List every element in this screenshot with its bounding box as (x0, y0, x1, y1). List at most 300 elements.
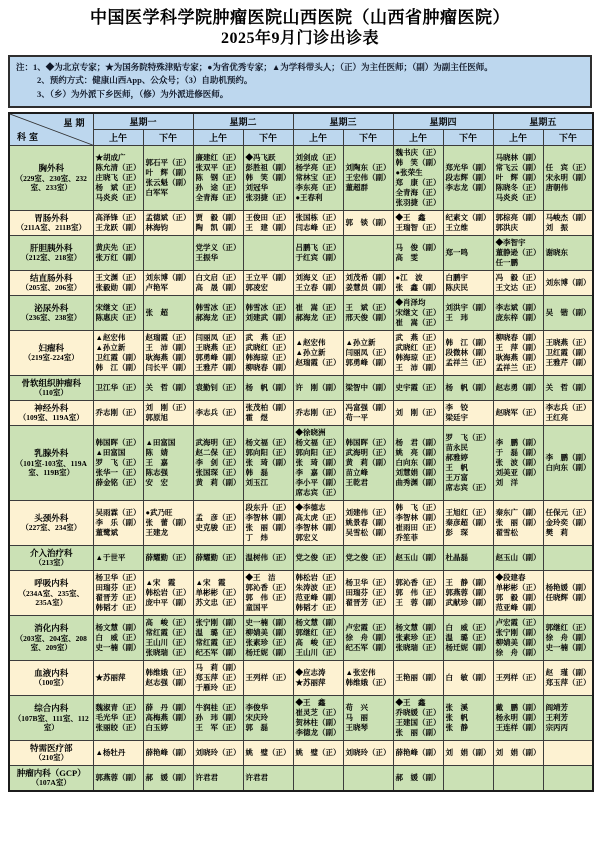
doctor-name: 韩雪冰（正） (195, 302, 241, 312)
doctor-name: 薛 丹（副） (145, 702, 191, 712)
doctor-name: 高 雯 (395, 252, 419, 262)
doctor-name: 张国琛（正） (195, 467, 241, 477)
note-line-2: 2、预约方式：健康山西App、公众号；（3）自助机预约。 (37, 75, 253, 86)
doctor-name: 温树伟（正） (245, 552, 291, 562)
doctor-name: 王 蓉（副） (395, 597, 441, 607)
schedule-cell (243, 695, 293, 740)
doctor-name: 王俊田（正） (245, 212, 291, 222)
doctor-name: 高泽锋（正） (95, 212, 141, 222)
schedule-cell (443, 295, 493, 330)
doctor-name: ★苏丽萍 (295, 677, 326, 687)
schedule-cell (243, 145, 293, 210)
doctor-name: 郝 媛（副） (395, 772, 441, 782)
dept-cell (9, 570, 93, 615)
schedule-cell (193, 235, 243, 270)
doctor-name: 席志宾（正） (445, 482, 491, 492)
doctor-name: 全青海（正） (195, 192, 241, 202)
doctor-name: 王万富 (445, 472, 469, 482)
doctor-name: 刘剑成（正） (295, 152, 341, 162)
schedule-cell (293, 660, 343, 695)
doctor-name: 张 超 (145, 307, 168, 317)
doctor-name: 王 建（副） (245, 222, 291, 232)
doctor-name: 王立平（副） (245, 272, 291, 282)
doctor-name: 武海明（正） (195, 437, 241, 447)
schedule-cell (443, 210, 493, 235)
schedule-cell (543, 330, 593, 375)
doctor-name: 戴 鹏（副） (495, 702, 541, 712)
doctor-name: 孟 彦（正） (195, 512, 241, 522)
doctor-name: 姚 璧（正） (295, 747, 341, 757)
doctor-name: 任晓辉（副） (545, 592, 591, 602)
dept-name: 妇瘤科 (38, 342, 64, 353)
doctor-name: 陈 婧 (145, 447, 168, 457)
doctor-name: 韩维娥（正） (345, 677, 391, 687)
schedule-cell (143, 570, 193, 615)
doctor-name: 卫红霞（副） (545, 347, 591, 357)
doctor-name: 郭宏义 (295, 532, 319, 542)
doctor-name: 黄 莉（副） (195, 477, 241, 487)
schedule-cell (493, 570, 543, 615)
schedule-cell (343, 210, 393, 235)
doctor-name: 李俊华 (245, 702, 269, 712)
doctor-name: 纪丕军（副） (195, 647, 241, 657)
doctor-name: 郭石平（正） (145, 157, 191, 167)
doctor-name: ●王春利 (295, 192, 323, 202)
doctor-name: 陈允清（正） (95, 162, 141, 172)
doctor-name: 马 丽 (345, 712, 369, 722)
doctor-name: ▲孙立新 (345, 337, 376, 347)
schedule-cell (443, 500, 493, 545)
dept-name: 肿瘤内科（GCP） (16, 767, 86, 778)
doctor-name: 陈庆民 (445, 282, 469, 292)
doctor-name: 史宇霞（正） (395, 382, 441, 392)
doctor-name: 刘 刚（正） (395, 407, 441, 417)
doctor-name: 张 丽（副） (395, 727, 441, 737)
schedule-cell (343, 615, 393, 660)
doctor-name: ▲宋 霞 (195, 577, 226, 587)
doctor-name: 郭洪庆 (495, 222, 519, 232)
dept-rooms: （210室） (34, 753, 69, 763)
doctor-name: 秦彦超（副） (445, 517, 491, 527)
schedule-cell (543, 500, 593, 545)
doctor-name: 赵玉山（副） (395, 552, 441, 562)
doctor-name: 杨文慧（副） (395, 622, 441, 632)
header-day-wed: 星期三 (293, 113, 393, 130)
doctor-name: 童国平 (245, 602, 269, 612)
doctor-name: ▲赵宏伟 (295, 337, 326, 347)
doctor-name: 李 鹏（副） (545, 452, 591, 462)
doctor-name: 徐 舟（副） (345, 632, 391, 642)
doctor-name: 韩韬才（正） (295, 602, 341, 612)
schedule-cell (143, 210, 193, 235)
dept-cell (9, 295, 93, 330)
doctor-name: ▲于世平 (95, 552, 126, 562)
doctor-name: 范亚峰（副） (295, 592, 341, 602)
dept-name: 血液内科 (34, 667, 69, 678)
schedule-cell (493, 400, 543, 425)
doctor-name: 郭勇峰（副） (195, 352, 241, 362)
doctor-name: 崔雨田（正） (395, 522, 441, 532)
doctor-name: 王 斌（正） (345, 302, 391, 312)
schedule-cell (493, 545, 543, 570)
schedule-cell (543, 425, 593, 500)
doctor-name: 曲秀渊（副） (395, 477, 441, 487)
doctor-name: 王旭红（正） (445, 507, 491, 517)
doctor-name: 刘海义（正） (295, 272, 341, 282)
doctor-name: 姜慧员（副） (345, 282, 391, 292)
doctor-name: 党之俊（正） (345, 552, 391, 562)
doctor-name: 朱涛波（正） (295, 582, 341, 592)
schedule-cell (293, 295, 343, 330)
dept-rooms: （236室、238室） (21, 313, 82, 323)
doctor-name: 杨文福（正） (295, 437, 341, 447)
doctor-name: 魏淑青（正） (95, 702, 141, 712)
doctor-name: 温 璐（正） (445, 632, 491, 642)
doctor-name: 王红亮 (545, 412, 569, 422)
doctor-name: 陈惠庆（正） (95, 312, 141, 322)
schedule-table (8, 112, 594, 792)
doctor-name: 刘 洋 (495, 477, 519, 487)
doctor-name: 郝海龙（正） (195, 312, 241, 322)
doctor-name: 孙 玮（副） (195, 712, 241, 722)
header-day-mon: 星期一 (93, 113, 193, 130)
schedule-cell (93, 375, 143, 400)
dept-rooms: （219室-224室） (23, 353, 79, 363)
dept-name: 特需医疗部 (29, 742, 73, 753)
schedule-cell (393, 235, 443, 270)
doctor-name: 孟德斌（正） (145, 212, 191, 222)
dept-cell (9, 375, 93, 400)
doctor-name: 丁 炜 (245, 532, 269, 542)
doctor-name: 杨文福（正） (245, 437, 291, 447)
doctor-name: 李 乐（副） (95, 517, 141, 527)
schedule-cell (343, 740, 393, 765)
header-session-pm: 下午 (443, 129, 493, 145)
schedule-cell (443, 375, 493, 400)
schedule-cell (393, 615, 443, 660)
doctor-name: 黄 莉（副） (345, 457, 391, 467)
doctor-name: 武献珍（副） (445, 597, 491, 607)
doctor-name: 全青海（正） (395, 187, 441, 197)
doctor-name: 韩 笑（副） (245, 172, 291, 182)
doctor-name: 马 莉（副） (195, 662, 241, 672)
doctor-name: ▲赵宏伟 (95, 332, 126, 342)
doctor-name: 邢天俊（副） (345, 312, 391, 322)
dept-rooms: （107B室、111室、112室） (13, 713, 89, 732)
doctor-name: 韩韬才（正） (95, 602, 141, 612)
doctor-name: 王建国（正） (395, 717, 441, 727)
doctor-name: 韩国晖（正） (345, 437, 391, 447)
doctor-name: 宋继文（正） (395, 307, 441, 317)
doctor-name: 党之俊（正） (295, 552, 341, 562)
doctor-name: 张 琦（副） (245, 457, 291, 467)
doctor-name: 张国栋（正） (295, 212, 341, 222)
doctor-name: 郝海龙（正） (295, 312, 341, 322)
schedule-cell (543, 695, 593, 740)
doctor-name: 杨 君（副） (395, 437, 441, 447)
doctor-name: 马晓林（副） (495, 152, 541, 162)
schedule-cell (443, 765, 493, 791)
doctor-name: 许 刚（副） (295, 382, 341, 392)
schedule-cell (193, 765, 243, 791)
dept-rooms: （234A室、235室、235A室） (18, 588, 84, 607)
schedule-cell (143, 545, 193, 570)
doctor-name: 韩 磊 (245, 467, 269, 477)
schedule-cell (493, 500, 543, 545)
doctor-name: 张毅勋（副） (95, 282, 141, 292)
schedule-cell (343, 660, 393, 695)
schedule-cell (143, 295, 193, 330)
doctor-name: 赵志勇（副） (495, 382, 541, 392)
doctor-name: 李志兵（正） (195, 407, 241, 417)
doctor-name: 陈晓冬（正） (495, 182, 541, 192)
schedule-cell (93, 765, 143, 791)
doctor-name: 党学义（正） (195, 242, 241, 252)
doctor-name: 王连样（副） (495, 722, 541, 732)
schedule-row (9, 740, 593, 765)
schedule-cell (93, 570, 143, 615)
schedule-cell (343, 425, 393, 500)
schedule-cell (93, 295, 143, 330)
doctor-name: 张华一（正） (95, 467, 141, 477)
schedule-cell (243, 500, 293, 545)
dept-name: 综合内科 (34, 703, 69, 714)
doctor-name: 张宁刚（副） (495, 627, 541, 637)
doctor-name: 柳婧美（副） (495, 637, 541, 647)
doctor-name: 李志兵（正） (545, 402, 591, 412)
doctor-name: 薛金铭（正） (95, 477, 141, 487)
dept-name: 泌尿外科 (34, 302, 69, 313)
doctor-name: 庞东梓（副） (495, 312, 541, 322)
schedule-cell (93, 545, 143, 570)
doctor-name: 姚 亮（副） (395, 447, 441, 457)
dept-cell (9, 330, 93, 375)
doctor-name: 张 帆 (445, 712, 469, 722)
doctor-name: 韩 江（副） (445, 337, 491, 347)
schedule-cell (543, 570, 593, 615)
schedule-cell (293, 695, 343, 740)
dept-rooms: （203室、204室、208室、209室） (15, 633, 87, 652)
doctor-name: 高 峻（正） (145, 617, 191, 627)
schedule-cell (193, 145, 243, 210)
doctor-name: 刘建武（副） (245, 312, 291, 322)
doctor-name: ◆王 鑫 (395, 212, 426, 222)
schedule-cell (493, 425, 543, 500)
doctor-name: 贾 毅（副） (195, 212, 241, 222)
doctor-name: 武 燕（正） (245, 332, 291, 342)
page-subtitle: 2025年9月门诊出诊表 (220, 30, 379, 48)
schedule-row (9, 545, 593, 570)
schedule-cell (343, 145, 393, 210)
page-title: 中国医学科学院肿瘤医院山西医院（山西省肿瘤医院） (90, 8, 510, 27)
doctor-name: 翟晋芳（正） (345, 597, 391, 607)
schedule-cell (243, 615, 293, 660)
doctor-name: 杨卫华（正） (95, 572, 141, 582)
doctor-name: 张万红（副） (95, 252, 141, 262)
doctor-name: 冯富强（副） (345, 402, 391, 412)
schedule-cell (243, 330, 293, 375)
schedule-cell (543, 295, 593, 330)
doctor-name: ▲田富国 (95, 447, 126, 457)
schedule-cell (343, 295, 393, 330)
doctor-name: 单彬彬（正） (495, 582, 541, 592)
doctor-name: 卫江华（正） (95, 382, 141, 392)
doctor-name: 薛艳峰（副） (395, 747, 441, 757)
doctor-name: 罗 飞（正） (95, 457, 141, 467)
schedule-cell (343, 570, 393, 615)
doctor-name: 吴 锴（副） (545, 307, 591, 317)
doctor-name: 白玉婷 (145, 722, 168, 732)
doctor-name: 武晓红（正） (395, 342, 441, 352)
schedule-row (9, 500, 593, 545)
schedule-cell (193, 695, 243, 740)
doctor-name: 乔笙菲 (395, 532, 419, 542)
doctor-name: 纪丕军（副） (345, 642, 391, 652)
doctor-name: 张素珍（正） (395, 632, 441, 642)
doctor-name: 赵瑞霞（正） (295, 357, 341, 367)
doctor-name: 王雅芹（副） (545, 357, 591, 367)
doctor-name: 苟一平 (345, 412, 369, 422)
schedule-cell (293, 570, 343, 615)
doctor-name: 韩海琼（正） (245, 352, 291, 362)
header-session-pm: 下午 (143, 129, 193, 145)
schedule-cell (143, 500, 193, 545)
doctor-name: 高梅燕（副） (145, 712, 191, 722)
doctor-name: 牛润桂（正） (195, 702, 241, 712)
schedule-cell (193, 400, 243, 425)
dept-cell (9, 210, 93, 235)
doctor-name: 董超群 (345, 182, 369, 192)
schedule-cell (143, 695, 193, 740)
dept-cell (9, 615, 93, 660)
doctor-name: 郑玉萍（正） (195, 672, 241, 682)
doctor-name: ◆王 洁 (245, 572, 276, 582)
schedule-row (9, 375, 593, 400)
schedule-cell (543, 765, 593, 791)
dept-name: 结直肠外科 (29, 272, 73, 283)
doctor-name: 杨 斌（正） (95, 182, 141, 192)
doctor-name: 王立春（副） (295, 282, 341, 292)
doctor-name: 叶 辉（副） (495, 172, 541, 182)
doctor-name: 苗立峰 (345, 467, 369, 477)
doctor-name: 刘东博（副） (545, 277, 591, 287)
header-session-am: 上午 (493, 129, 543, 145)
doctor-name: 郭继红（正） (295, 627, 341, 637)
doctor-name: 张茂柏（副） (245, 402, 291, 412)
doctor-name: 翟晋芳（正） (95, 592, 141, 602)
doctor-name: 史克骏（正） (195, 522, 241, 532)
doctor-name: 刘晓玲（正） (345, 747, 391, 757)
doctor-name: 张晓瑞（正） (395, 642, 441, 652)
schedule-cell (93, 400, 143, 425)
doctor-name: 王文达（正） (495, 282, 541, 292)
doctor-name: 杨学亮（正） (295, 162, 341, 172)
dept-rooms: （109室、119A室） (18, 413, 84, 423)
doctor-name: 郭原旭 (145, 412, 168, 422)
schedule-cell (293, 400, 343, 425)
doctor-name: 张云魁（副） (145, 177, 191, 187)
doctor-name: 赵晓军（正） (495, 407, 541, 417)
doctor-name: 郭棕亮（副） (495, 212, 541, 222)
doctor-name: 刘陶东（正） (345, 162, 391, 172)
dept-name: 胃肠外科 (34, 212, 69, 223)
doctor-name: 郑玉萍（正） (545, 677, 591, 687)
doctor-name: 李智林（副） (395, 512, 441, 522)
doctor-name: 张 溪 (445, 702, 469, 712)
doctor-name: 刘冠华 (245, 182, 269, 192)
schedule-cell (143, 425, 193, 500)
doctor-name: 王晓琴 (345, 722, 369, 732)
doctor-name: 张 鑫（副） (395, 282, 441, 292)
doctor-name: 彭胜祖（副） (245, 162, 291, 172)
corner-label-weekday: 星期 (63, 117, 88, 128)
doctor-name: ◆段建春 (495, 572, 526, 582)
doctor-name: 赵二保（正） (195, 447, 241, 457)
schedule-cell (493, 145, 543, 210)
doctor-name: ●武乃旺 (145, 507, 173, 517)
schedule-row (9, 695, 593, 740)
schedule-cell (393, 270, 443, 295)
schedule-cell (393, 570, 443, 615)
doctor-name: 王宏伟（副） (345, 172, 391, 182)
doctor-name: 谢晓东 (545, 247, 569, 257)
doctor-name: 樊 莉 (545, 527, 569, 537)
schedule-cell (493, 270, 543, 295)
doctor-name: 刘 刚（正） (145, 402, 191, 412)
schedule-row (9, 235, 593, 270)
doctor-name: 于雁玲（正） (195, 682, 241, 692)
doctor-name: 王 帆 (445, 462, 469, 472)
schedule-cell (193, 615, 243, 660)
doctor-name: 郭燕蓉（副） (445, 587, 491, 597)
doctor-name: 王 玮 (445, 312, 469, 322)
schedule-cell (543, 545, 593, 570)
doctor-name: 卢艳军 (145, 282, 168, 292)
doctor-name: 王列样（正） (245, 672, 291, 682)
schedule-cell (143, 270, 193, 295)
doctor-name: 李智林（副） (245, 512, 291, 522)
doctor-name: 贺林柱（副） (295, 717, 341, 727)
doctor-name: 柳晓春（副） (245, 362, 291, 372)
dept-rooms: （212室、218室） (21, 253, 82, 263)
doctor-name: 史一楠（副） (95, 642, 141, 652)
doctor-name: 张素珍（正） (245, 637, 291, 647)
doctor-name: 姚景春（副） (345, 517, 391, 527)
doctor-name: 卫红霞（副） (95, 352, 141, 362)
doctor-name: 王 沛（副） (395, 362, 441, 372)
doctor-name: 耿海燕（副） (495, 352, 541, 362)
doctor-name: 王 静（副） (445, 577, 491, 587)
dept-rooms: （101室-103室、119A室、119B室） (15, 458, 87, 477)
schedule-cell (393, 295, 443, 330)
schedule-cell (243, 570, 293, 615)
schedule-cell (243, 375, 293, 400)
doctor-name: 郭继红（正） (545, 622, 591, 632)
schedule-cell (393, 765, 443, 791)
doctor-name: 梁廷宇 (445, 412, 469, 422)
corner-cell (9, 113, 93, 146)
doctor-name: 段志辉（副） (445, 172, 491, 182)
doctor-name: 秦东广（副） (495, 507, 541, 517)
doctor-name: 苏文忠（正） (195, 597, 241, 607)
doctor-name: 陈 钢（正） (195, 172, 241, 182)
doctor-name: 刘 娟（副） (495, 747, 541, 757)
schedule-cell (443, 615, 493, 660)
doctor-name: 王瑞智（正） (395, 222, 441, 232)
doctor-name: 王振华 (195, 252, 219, 262)
schedule-cell (293, 375, 343, 400)
doctor-name: 苟 兴 (345, 702, 369, 712)
